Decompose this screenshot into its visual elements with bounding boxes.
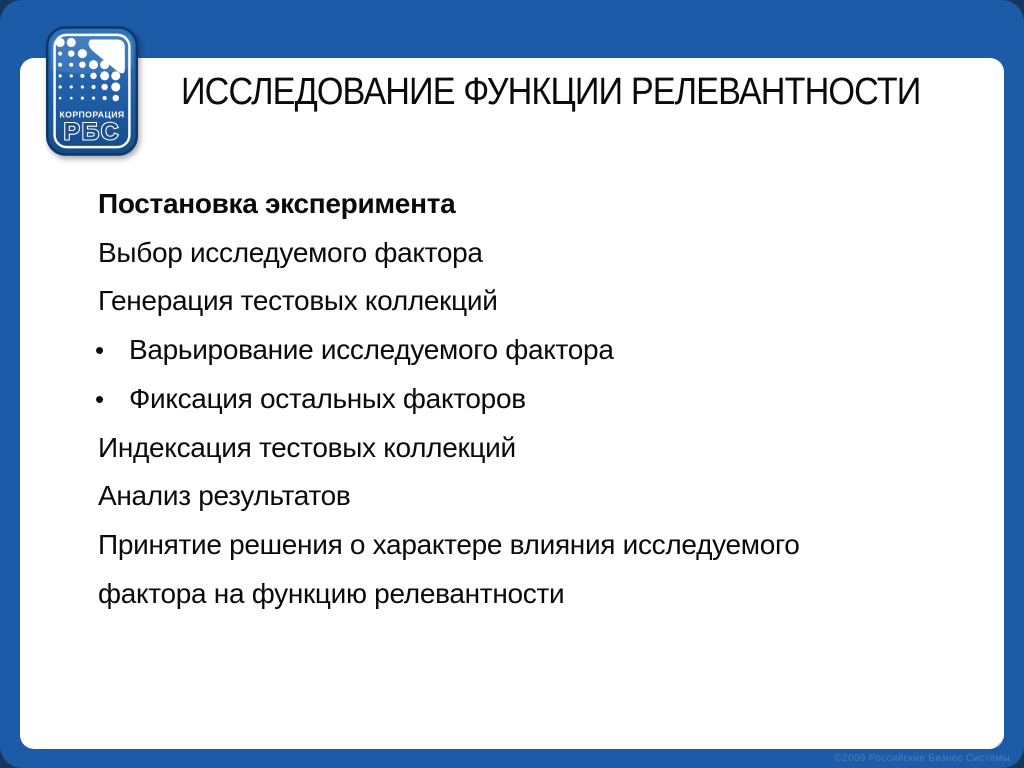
text-line bbox=[98, 521, 880, 618]
text-line bbox=[98, 229, 880, 278]
line-text: Генерация тестовых коллекций bbox=[98, 285, 498, 317]
bullet-item bbox=[95, 375, 880, 424]
line-text: Постановка эксперимента bbox=[98, 188, 456, 219]
slide-title: ИССЛЕДОВАНИЕ ФУНКЦИИ РЕЛЕВАНТНОСТИ bbox=[181, 71, 921, 113]
logo-abbr-label: РБС bbox=[63, 118, 121, 146]
text-line bbox=[98, 472, 880, 521]
line-text: Фиксация остальных факторов bbox=[129, 382, 526, 414]
logo-company-label: КОРПОРАЦИЯ bbox=[59, 109, 125, 120]
line-text: Анализ результатов bbox=[98, 480, 351, 512]
rbs-corporation-logo bbox=[46, 26, 138, 156]
text-line bbox=[98, 424, 880, 473]
text-line bbox=[98, 277, 880, 326]
bullet-marker: • bbox=[95, 383, 104, 414]
bullet-item bbox=[95, 326, 880, 375]
line-text: Принятие решения о характере влияния исследуемого фактора на функцию релевантности bbox=[98, 528, 800, 609]
text-line bbox=[98, 180, 880, 229]
copyright-text: ©2009 Российские Бизнес Системы bbox=[834, 753, 1010, 764]
body-list bbox=[95, 180, 880, 618]
line-text: Варьирование исследуемого фактора bbox=[129, 334, 614, 366]
line-text: Индексация тестовых коллекций bbox=[98, 431, 516, 463]
line-text: Выбор исследуемого фактора bbox=[98, 236, 483, 268]
bullet-marker: • bbox=[95, 335, 104, 366]
content-corner-fold bbox=[992, 737, 1006, 751]
